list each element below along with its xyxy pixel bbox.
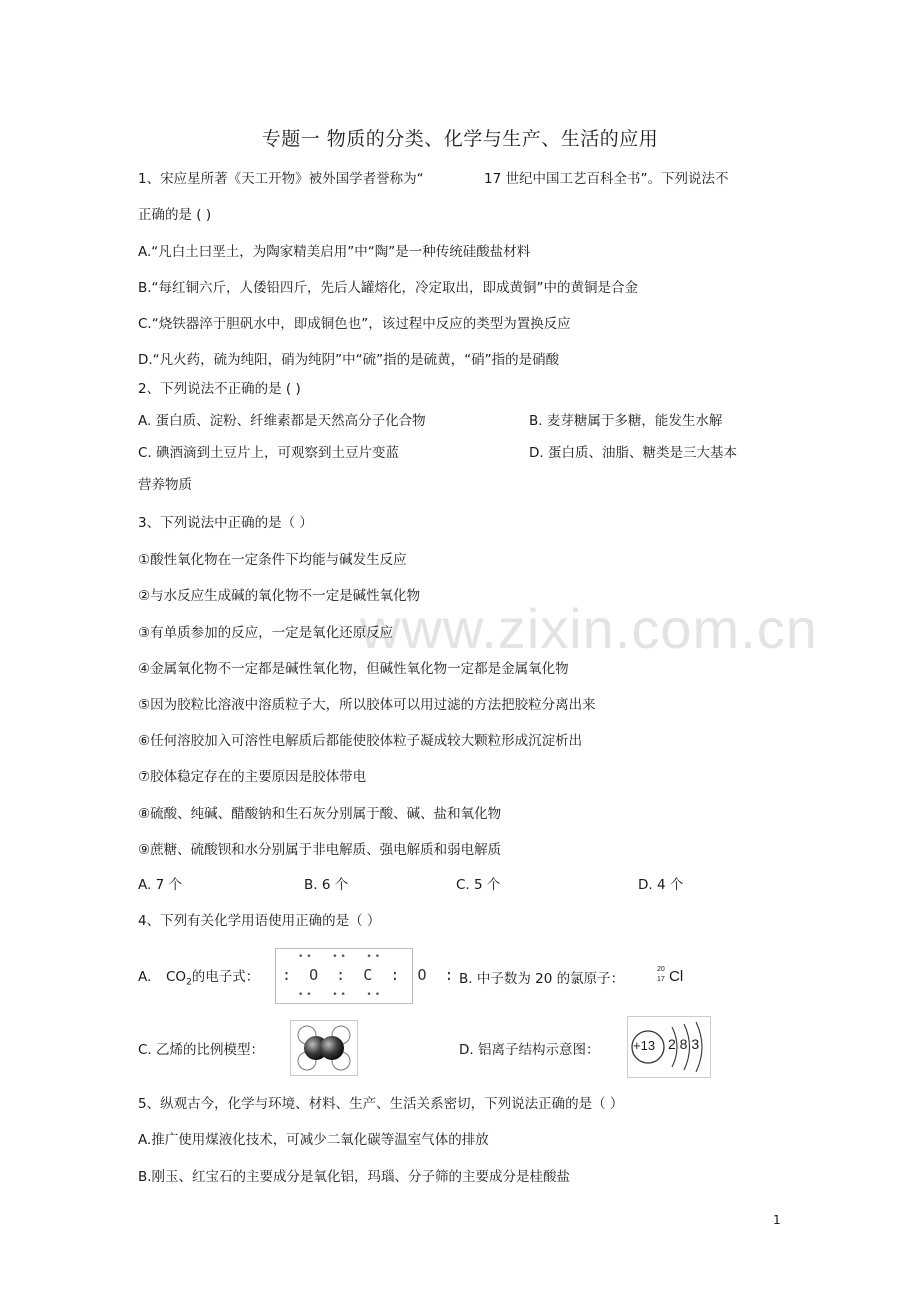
- q4-option-a-text: [166, 968, 259, 992]
- ethylene-space-filling-model: [291, 1021, 357, 1075]
- q3-item: ⑤因为胶粒比溶液中溶质粒子大，所以胶体可以用过滤的方法把胶粒分离出来: [138, 697, 596, 713]
- ethylene-model-box: [290, 1020, 358, 1076]
- q3-option-b: B. 6 个: [304, 877, 349, 893]
- co2-formula: CO: [166, 969, 187, 985]
- lone-pair-dots-bottom: •• •• ••: [298, 990, 384, 1000]
- q1-stem-part1: 1、宋应星所著《天工开物》被外国学者誉称为“: [138, 171, 424, 187]
- co2-subscript: 2: [186, 977, 192, 988]
- co2-electron-formula: : O : C : O :: [282, 966, 454, 984]
- q5-option-a: A.推广使用煤液化技术，可减少二氧化碳等温室气体的排放: [138, 1132, 489, 1148]
- q3-option-d: D. 4 个: [638, 877, 684, 893]
- q3-item: ①酸性氧化物在一定条件下均能与碱发生反应: [138, 552, 407, 568]
- electron-counts: 2 8 3: [668, 1036, 700, 1052]
- page-number: 1: [773, 1213, 781, 1227]
- q2-option-b: B. 麦芽糖属于多糖，能发生水解: [529, 413, 723, 429]
- q2-option-c: C. 碘酒滴到土豆片上，可观察到土豆片变蓝: [138, 445, 400, 461]
- q3-item: ⑨蔗糖、硫酸钡和水分别属于非电解质、强电解质和弱电解质: [138, 842, 502, 858]
- q1-option-a: A.“凡白土曰垩土，为陶家精美启用”中“陶”是一种传统硅酸盐材料: [138, 244, 531, 260]
- q1-option-b: B.“每红铜六斤，人倭铅四斤，先后人罐熔化，冷定取出，即成黄铜”中的黄铜是合金: [138, 280, 639, 296]
- q1-stem-part2: 17 世纪中国工艺百科全书”。下列说法不: [484, 171, 729, 187]
- lone-pair-dots-top: •• •• ••: [298, 952, 384, 962]
- q3-stem: 3、下列说法中正确的是（ ）: [138, 515, 313, 531]
- electron-formula-caption: 的电子式：: [191, 969, 260, 985]
- q4-option-d-text: D. 铝离子结构示意图：: [459, 1042, 600, 1058]
- aluminum-ion-diagram-box: [627, 1016, 711, 1078]
- q4-stem: 4、下列有关化学用语使用正确的是（ ）: [138, 913, 381, 929]
- watermark: www.zixin.com.cn: [360, 597, 818, 660]
- element-symbol: Cl: [669, 968, 684, 985]
- q3-option-a: A. 7 个: [138, 877, 182, 893]
- q3-item: ⑦胶体稳定存在的主要原因是胶体带电: [138, 769, 367, 785]
- q3-item: ④金属氧化物不一定都是碱性氧化物，但碱性氧化物一定都是金属氧化物: [138, 661, 569, 677]
- mass-number: 20: [657, 966, 665, 973]
- q4-option-a-label: A.: [138, 969, 152, 985]
- q2-stem: 2、下列说法不正确的是 ( ): [138, 381, 301, 397]
- q5-option-b: B.刚玉、红宝石的主要成分是氧化铝，玛瑙、分子筛的主要成分是桂酸盐: [138, 1169, 571, 1185]
- q3-item: ⑥任何溶胶加入可溶性电解质后都能使胶体粒子凝成较大颗粒形成沉淀析出: [138, 733, 583, 749]
- q1-option-c: C.“烧铁器淬于胆矾水中，即成铜色也”，该过程中反应的类型为置换反应: [138, 316, 571, 332]
- page-title: 专题一 物质的分类、化学与生产、生活的应用: [261, 128, 659, 150]
- q1-option-d: D.“凡火药，硫为纯阳，硝为纯阴”中“硫”指的是硫黄，“硝”指的是硝酸: [138, 352, 560, 368]
- q3-option-c: C. 5 个: [456, 877, 501, 893]
- carbon-atom: [320, 1036, 344, 1060]
- q3-item: ⑧硫酸、纯碱、醋酸钠和生石灰分别属于酸、碱、盐和氧化物: [138, 806, 502, 822]
- q2-option-a: A. 蛋白质、淀粉、纤维素都是天然高分子化合物: [138, 413, 426, 429]
- q5-stem: 5、纵观古今，化学与环境、材料、生产、生活关系密切，下列说法正确的是（ ）: [138, 1096, 624, 1112]
- q4-option-b-text: B. 中子数为 20 的氯原子：: [459, 971, 625, 987]
- q3-item: ③有单质参加的反应，一定是氧化还原反应: [138, 625, 394, 641]
- chlorine-isotope: [657, 966, 697, 988]
- q4-option-c-text: C. 乙烯的比例模型：: [138, 1042, 265, 1058]
- q2-option-d-cont: 营养物质: [138, 477, 192, 493]
- q1-stem-part3: 正确的是 ( ): [138, 207, 212, 223]
- q3-item: ②与水反应生成碱的氧化物不一定是碱性氧化物: [138, 588, 421, 604]
- co2-electron-formula-box: [275, 948, 454, 1004]
- q2-option-d: D. 蛋白质、油脂、糖类是三大基本: [529, 445, 737, 461]
- atomic-number: 17: [657, 976, 665, 983]
- nucleus-charge: +13: [633, 1038, 656, 1053]
